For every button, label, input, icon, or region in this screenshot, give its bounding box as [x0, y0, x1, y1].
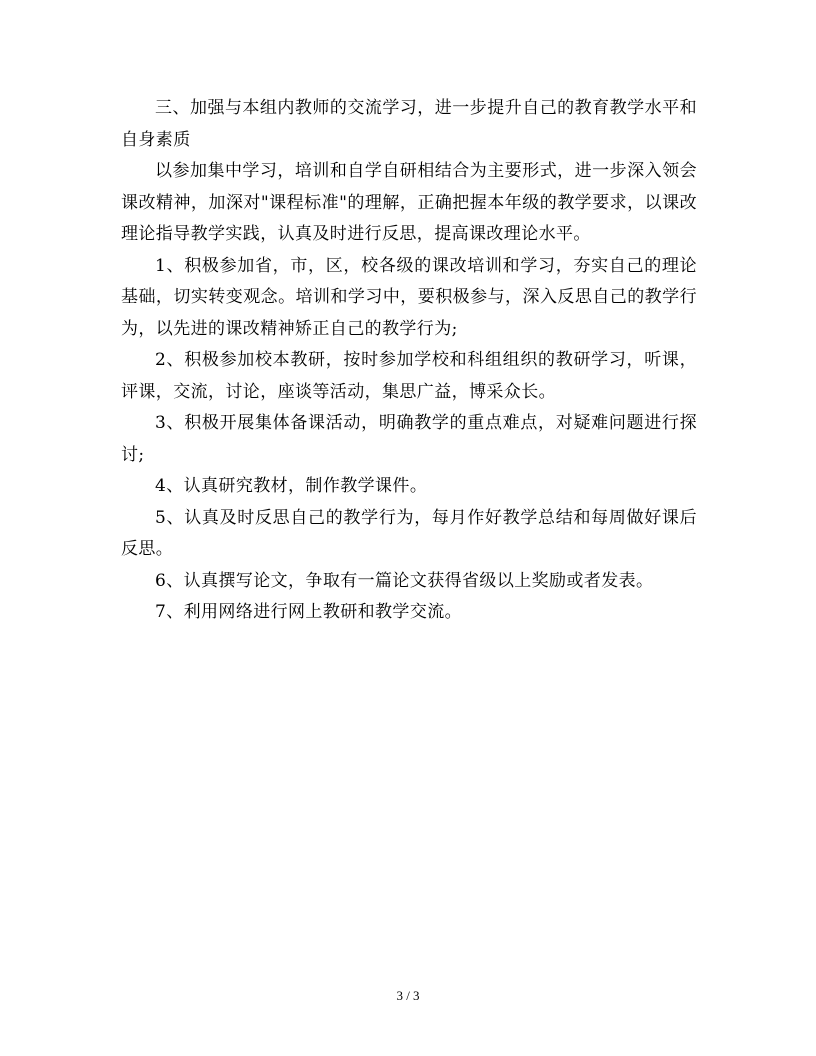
- section-heading: 三、加强与本组内教师的交流学习，进一步提升自己的教育教学水平和自身素质: [121, 98, 697, 150]
- intro-paragraph: 以参加集中学习，培训和自学自研相结合为主要形式，进一步深入领会课改精神，加深对"课程标准"的理解，正确把握本年级的教学要求，以课改理论指导教学实践，认真及时进行反思，提高课改理论水平。: [121, 161, 697, 244]
- list-item-5: 5、认真及时反思自己的教学行为，每月作好教学总结和每周做好课后反思。: [121, 507, 697, 559]
- list-item-3: 3、积极开展集体备课活动，明确教学的重点难点，对疑难问题进行探讨;: [121, 413, 697, 465]
- page-number: 3 / 3: [396, 988, 420, 1003]
- list-item-2: 2、积极参加校本教研，按时参加学校和科组组织的教研学习，听课，评课，交流，讨论，座谈等活动，集思广益，博采众长。: [121, 350, 697, 402]
- document-body: [121, 93, 697, 629]
- list-item-6: 6、认真撰写论文，争取有一篇论文获得省级以上奖励或者发表。: [155, 570, 654, 591]
- list-item-7: 7、利用网络进行网上教研和教学交流。: [155, 602, 463, 622]
- list-item-4: 4、认真研究教材，制作教学课件。: [155, 476, 428, 496]
- list-item-1: 1、积极参加省，市，区，校各级的课改培训和学习，夯实自己的理论基础，切实转变观念。培训和学习中，要积极参与，深入反思自己的教学行为，以先进的课改精神矫正自己的教学行为;: [121, 255, 697, 339]
